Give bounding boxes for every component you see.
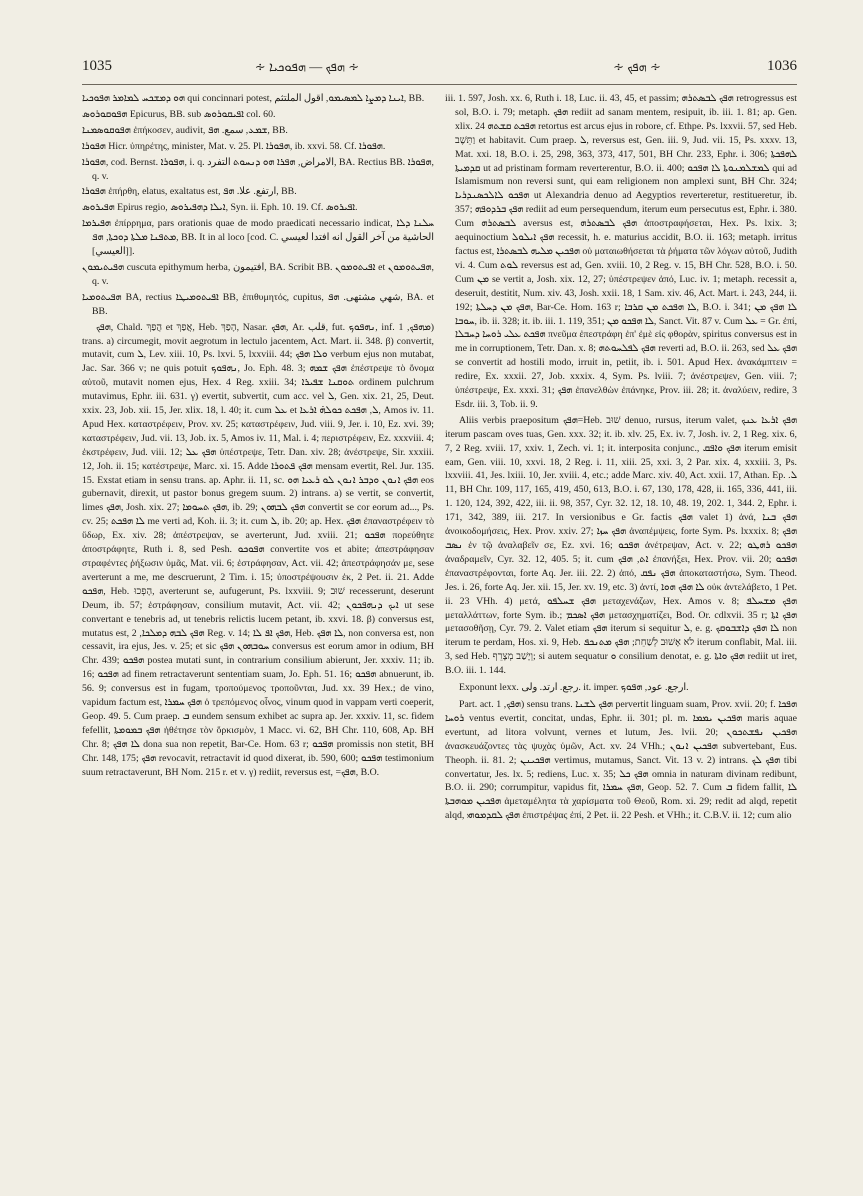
left-running-head: ∻ ܗܦܟ — ܗܦܘܟܝܐ ∻	[254, 59, 360, 74]
entry: ܗܦܘܩܘܣܡܢܐ ἐπήκοσεν, audivit, ܫܡܥ, سمع. ܗܦ, BB.	[82, 124, 288, 136]
entry: ܗܦܝܪܘܣ Epirus regio, ܐܝܠܐ ܕܗܦܝܪܘܣ, Syn. ii. Eph. 10. 19. Cf. ܐܦܝܪܘܣ.	[82, 202, 358, 214]
page-header	[82, 58, 797, 80]
entry: ܗܦܘܪܐ Hicr. ὑπηρέτης, minister, Mat. v. 25. Pl. ܗܦܘܪܐ, ib. xxvi. 58. Cf. ܗܦܘܪܐ.	[82, 140, 386, 152]
entry-paragraph: Part. act. ܗܦܟ, 1) sensu trans. ܗܦܟ ܠܫܢܐ pervertit linguam suam, Prov. xvii. 20; f. ܗܦܟܐ ܪܘܚܐ ventus evertit, concitat, undas, Ephr. ii. 301; pl. m. ܗܦܟܝܢ ܝܡܡܐ maris aquae evertunt, ad litora volvunt, vernes et lutum, Jes. lvii. 20; ܗܦܟܝܢ ܢܦܫܬܟܘܢ ἀνασκευάζοντες τὰς ψυχὰς ὑμῶν, Act. xv. 24 VHh.; ܗܦܟܝܢ ܐܢܘܢ subvertebant, Eus. Theoph. ii. 81. 2; ܗܦܟܝܢܢ vertimus, mutamus, Sanct. Vit. 13 v. 2) intrans. ܗܦܟ ܠܟ tibi convertatur, Jes. lx. 5; rediens, Luc. x. 35; ܗܦܟ ܟܠ omnia in naturam divinam redibunt, B.O. ii. 290; corrumpitur, vapidus fit, ܗܦܟ ܚܡܪܐ, Geop. 52. 7. Cum ܒ fidem fallit, ܠܐ ܗܦܟܝܢ ܡܘܗܒܬܐ ἀμεταμέλητα τὰ χαρίσματα τοῦ Θεοῦ, Rom. xi. 29; redit ad alqd, repetit alqd, ܗܦܟ ܠܩܕܡܘܗܝ ἐπιστρέψας ἐπί, 2 Pet. ii. 22 Pesh. et VHh.; it. C.B.V. ii. 12; cum alio	[445, 698, 797, 822]
entry: ܗܦܘܪܐ ἐπήρθη, elatus, exaltatus est, ارتفع. علا. ܗܦ, BB.	[82, 186, 297, 198]
entry: ܗܦܝܬܘܡܝܐ BA, rectius ܐܦܝܬܘܡܝܛܐ BB, ἐπιθυμητός, cupitus, شهي مشتهى. ܗܦ, BA. et BB.	[82, 291, 434, 317]
entry-paragraph: Exponunt lexx. رجع. ارتد. ولى. it. imper. ارجع. عود, ܗܦܘܟ.	[459, 682, 689, 694]
left-column	[82, 92, 434, 1150]
right-column	[445, 92, 797, 1150]
entry: ܗܦܘܩܘܪܘܣ Epicurus, BB. sub ܐܦܝܩܘܪܘܣ col. 60.	[82, 108, 276, 120]
entry-paragraph: Aliis verbis praepositum ܗܦܟ=Heb. שׁוּב denuo, rursus, iterum valet, ܗܦܟ ܐܪܥܐ ܥܢܟ iterum pascam oves tuas, Gen. xxx. 32; it. ib. xlv. 25, Ex. iv. 7, Josh. iv. 2, 1 Reg. xix. 6, 7, 2 Reg. xviii. 17, xxiv. 1, Zech. vi. 1; it. interposita conjunc., ܗܦܟ ܘܐܦܩ iterum emisit eam, Gen. viii. 10, xxvi. 18, 2 Reg. i. 11, xiii. 25, xxi. 3, 2 Par. xix. 4, xxxiii. 3, Ps. lxxviii. 41, Jes. lxiii. 10, Jer. xviii. 4, etc.; adde Marc. xiv. 40, Act. xxii. 17, Athan. Ep. ܠ. 11, BH Chr. 109, 117, 165, 419, 450, 613, B.O. i. 67, 130, 178, 428, ii. 165, 336, 441, iii. 1. 120, 124, 392, 422, iii. ii. 98, 357, Cyr. 32. 12, 18. 10, 48. 19, 202. 1, 344. 2, Ephr. i. 171, 342, 389, iii. 217. In versionibus e Gr. factis ܗܦܟ valet 1) ἀνά, ܗܦܟ ܒܢܐ ἀνοικοδομήσεις, Hex. Prov. xxiv. 27; ܗܦܟ ܚܙܐ ἀναπέμψεις, forte Sym. Ps. lxxxix. 8; ܗܦܟ ܢܣܒ ἐν τῷ ἀναλαβεῖν σε, Ez. xvi. 16; ܗܦܟܘ ἀνέτρεψαν, Act. v. 22; ܗܦܟܘ ܪܗܛܘ ἀναδραμεῖν, Cyr. 32. 12, 405. 5; it. cum ܐܬ, ܗܦܟ ἐπανήξει, Hex. Prov. vii. 20; ܗܦܟܘ ἐπαναστρέφονται, forte Aq. Jer. iii. 22. 2) ἀπό, ܗܦܟ ܢܦܩ ἀποκαταστήσω, Sym. Theod. Jes. i. 26, forte Aq. Jer. xii. 15, Jer. xv. 19, etc. 3) ἀντί, ܠܐ ܗܦܟ ܗܘܐ οὐκ ἀντελάβετο, 1 Pet. ii. 23 VHh. 4) μετά, ܗܦܟ ܫܚܠܦܘ μεταχενάζων, Hex. Amos v. 8; ܗܦܟ ܡܫܚܠܦ μεταλλάττων, forte Sym. ib.; ܗܦܟ ܐܣܟܡ μετασχηματίζει, Bod. Or. cdlxvii. 35 r; ܗܦܟ ܐܬܐ μετασοθῆσῃ, Cyr. 79. 2. Valet etiam ܗܦܟ iterum si sequitur ܠ, e. g. ܠܐ ܗܦܟ ܕܐܫܒܘܩܟ non iterum te perdam, Hos. xi. 9, Heb. לֹא אָשׁוּב לְשַׁחֵת; ܗܦܟ ܡܬܢܟܦ iterum conflabit, Mal. iii. 3, sed Heb. וְיָשַׁב מְצָרֵף; si autem sequatur ܘ consilium denotat, e. g. ܗܦܟ ܘܐܬܐ rediit ut iret, B.O. iii. 1. 144.	[445, 414, 797, 677]
right-running-head: ∻ ܗܦܟ ∻	[613, 59, 661, 74]
entry: ܗܦܘܪܐ, cod. Bernst. ܗܦܘܪܐ, i. q. الامراض, ܗܦܪܐ ܗܘ ܕܢܚܘܬ التفرد, BA. Rectius BB. ܗܦܘܪܐ, q. v.	[82, 156, 434, 182]
entry: ܗܘ ܕܡܫܟܚ ܠܡܐܡܪ ܗܦܘܟܝܐ qui concinnari potest, ܐܝܢܐ ܕܡܨܐ ܠܡܣܝܡܘ, اقول الملتثم, BB.	[82, 93, 425, 104]
entry: ܗܦܝܪܡܐ ἐπίρρημα, pars orationis quae de modo praedicati necessario indicat, ܚܠܢܐ ܕܠܐ ܡܬܦܢܐ ܡܠܬܐ ܕܘܟܬܐ, ܗܦ, BB. It in al loco [cod. C. الحاشية من آخر القول انه افتدا لعيسي [العيسي]].	[82, 218, 434, 258]
header-rule	[82, 84, 797, 85]
entry-continuation: iii. 1. 597, Josh. xx. 6, Ruth i. 18, Luc. ii. 43, 45, et passim; ܗܦܟ ܠܒܣܬܪܗ retrogressus est sol, B.O. i. 79; metaph. ܗܦܟ rediit ad sanam mentem, resipuit, ib. iii. 1. 81; ap. Gen. xlix. 24 ܗܦܟܬ ܩܫܬܗ retortus est arcus ejus in robore, cf. Ethpe. Ps. lxxvii. 57, sed Heb. וַתֵּשֶׁב et habitavit. Cum praep. ܠ, reversus est, Gen. iii. 9, Jud. vii. 15, Ps. xxxv. 13, Mat. xxi. 18, B.O. i. 25, 298, 363, 373, 417, 501, BH Chr. 233, Ephr. i. 306; ܠܗܦܟܬܐ ܩܕܡܝܬܐ ut ad pristinam formam reverterentur, B.O. ii. 400; ܠܡܫܠܡܢܘܬܐ ܠܐ ܗܦܟܘ qui ad Islamismum non reversi sunt, qui eam religionem non amplexi sunt, BH Chr. 324; ܗܦܟܘ ܠܐܠܟܣܢܕܪܝܐ ut Alexandria denuo ad Aegyptios reverteretur, restitueretur, ib. 357; ܗܦܟ ܒܪܕܘܦܗ rediit ad eum persequendum, iterum eum persecutus est, Ephr. i. 380. Cum ܠܒܣܬܪܗ aversus est, ܗܦܟ ܠܒܣܬܪܗ ἀποστραφήσεται, Hex. Ps. lxix. 3; aequinoctium ܗܦܟ ܐܝܠܘܠ recessit, h. e. maturius accidit, B.O. ii. 163; metaph. irritus factus est, ܗܦܟܝܢ ܡܠܝܗ ܠܒܣܬܪܐ οὐ ματαιωθήσεται τὰ ῥήματα τῶν λόγων αὐτοῦ, Judith vi. 4. Cum ܠܘܬ reversus est ad, Gen. xviii. 10, 2 Reg. v. 15, BH Chr. 528, B.O. i. 50. Cum ܡܢ se vertit a, Josh. xix. 12, 27; ὑπέστρεψεν ἀπό, Luc. iv. 1; metaph. recessit a, deseruit, destitit, Num. xiv. 43, Josh. xxii. 18, 1 Sam. xiv. 46, Act. Mart. i. 243, 244, ii. 192; ܗܦܟ ܡܢ ܕܚܠܬܐ, Bar-Ce. Hom. 163 r; ܠܐ ܗܦܟܬ ܡܢ ܩܪܒܐ, B.O. i. 341; ܠܐ ܗܦܟ ܡܢ ܚܘܒܐ, ib. ii. 328; it. ib. iii. 1. 119, 351; ܠܐ ܗܦܟܘ ܡܢ, Sanct. Vit. 87 v. Cum ܥܠ = Gr. ἐπί, ܗܦܟܬ ܥܠܝ ܪܘܚܐ ܕܚܒܠܐ πνεῦμα ἐπεστράφη ἐπ' ἐμὲ εἰς φθορὰν, spiritus conversus est in me in corruptionem, Tetr. Dan. x. 8; ܗܦܟ ܠܦܠܚܘܬܗ reverti ad, B.O. ii. 263, sed ܗܦܟ ܥܠ se convertit ad hostili modo, irruit in, petiit, ib. i. 501. Apud Hex. ἀνακάμπτειν = redire, Ex. xxxii. 27, Job. xxxix. 4, Sym. Ps. lviii. 7; ἀνέστρεψεν, Gen. viii. 7; ὑπέστρεψε, Ex. xxxi. 31; ܗܦܟ ἐπανελθὼν ἐπάνηκε, Prov. iii. 28; it. ἀναλύειν, redire, 3 Esdr. iii. 3, Tob. ii. 9.	[445, 93, 797, 410]
entry: ܗܦܝܬܝܡܘܢ cuscuta epithymum herba, افتيمون, BA. Scribit BB. ܐܦܝܬܘܡܘܢ et ܗܦܝܬܘܡܘܢ, q. v.	[82, 261, 434, 287]
main-entry-hpk: ܗܦܟ, Chald. הֲפַךְ et אֲפַךְ, Heb. הָפַךְ, Nasar. ܗܦܟ, Ar. قلب, fut. ܢܗܦܘܟ, inf. ܡܗܦܟ, 1) trans. a) circumegit, movit aegrotum in lectulo jacentem, Act. Mart. ii. 348. β) convertit, mutavit, cum ܠ, Lev. xiii. 10, Ps. lxvi. 5, lxxviii. 44; ܘܠܐ ܗܦܟ verbum ejus non mutabat, Jac. Sar. 366 v; ne quis potuit ܢܗܦܘܟ, Jo. Eph. 48. 3; ܗܦܟ ܫܡܗ ἐπέστρεψε τὸ ὄνομα αὐτοῦ, mutavit nomen ejus, Hex. 4 Reg. xxiii. 34; ܬܘܩܢܐ ܫܦܝܪܐ ordinem pulchrum mutavimus, Ephr. iii. 631. γ) evertit, subvertit, cum acc. vel ܠ, Gen. xix. 21, 25, Deut. xxix. 23, Job. xii. 15, Jer. xlix. 18, l. 40; it. cum ܥܠ et ܠ, ܗܦܟܬ ܟܘܠܗ̇ ܐܪܥܐ, Amos iv. 11. Apud Hex. καταστρέφειν, Prov. xv. 25; καταστρέφειν, Jud. viii. 9, Jer. i. 10, Ez. xvi. 39; καταστρέφειν, Jud. vii. 13, Job. ix. 5, Amos iv. 11, Mal. i. 4; περιστρέφειν, Ez. xxxviii. 4; ἐκστρέφειν, Jud. viii. 12; ܗܦܟ ܥܠ ὑπέστρεψε, Tetr. Dan. xiv. 28; ἀνέστρεψε, Sir. xxxiii. 12, Joh. ii. 15; κατέστρεψε, Marc. xi. 15. Adde ܗܦܟ ܦܬܘܪܐ mensam evertit, Rel. Jur. 135. 15. Exstat etiam in sensu trans. ap. Aphr. ii. 11, sc. ܗܦܟ ܐܢܘܢ ܘܕܒܪ ܐܢܘܢ ܠܘ ܪܥܝܐ ܗܘ eos gubernavit, direxit, ut pastor bonus gregem suum. 2) intrans. a) se vertit, se convertit, limes ܗܦܟ, Josh. xix. 27; ܗܦܟ ܬܚܘܡܐ, ib. 29; ܗܦܟ ܠܒܗܘܢ convertit se cor eorum ad..., Ps. cv. 25; ܠܐ ܗܦܟܬ me verti ad, Koh. ii. 3; it. cum ܠ, ib. 20; ap. Hex. ܗܦܟ ἐπαναστρέφειν τὸ ὕδωρ, Ex. xiv. 28; ἀπέστρεψαν, se averterunt, Jud. xviii. 21; ܗܦܟܘ πορεύθητε ἀποστράφητε, Ruth i. 8, sed Pesh. ܗܦܘܟܘ convertite vos et abite; ἀπεστράφησαν στραφέντες ῥήξωσιν ὑμᾶς, Mat. vii. 6; ἐστράφησαν, Act. vii. 42; ἀπεστράφησάν με, sese averterunt a me, me descruerunt, 2 Tim. i. 15; ὑποστρέψουσιν ἐκ, 2 Pet. ii. 21. Adde ܗܦܟܘ, Heb. הָפְכוּ, averterunt se, aufugerunt, Ps. lxxviii. 9; שׁוּב recesserunt, deserunt Deum, ib. 57; ἐστράφησαν, consilium mutavit, Act. vii. 42; ܐܝܟ ܕܢܗܦܟܘܢ ut sese convertant e tenebris ad, ut tenebris relictis lucem petant, ib. xxvi. 18. β) conversus est, mutatus est, ܗܦܟ ܠܒܗ ܕܡܠܟܐ, 2 Reg. v. 14; ܗܦܟ ܐܦ ܠܐ, Heb. ܠܐ ܗܦܟ, non conversa est, non cessavit, ira ejus, Jes. v. 25; et sic ܚܘܒܗܘܢ ܗܦܟ conversus est eorum amor in odium, BH Chr. 439; ܗܦܟܘ postea mutati sunt, in contrarium consilium abierunt, Jer. xxxiv. 11; ib. 16; ܗܦܟܘ ad finem retractaverunt sententiam suam, Jo. Eph. 51. 16; ܗܦܟܘ abnuerunt, ib. 56. 9; conversus est in fugam, τροπούμενος τροποῦνται, Jud. xx. 39 Hex.; de vino, vapidum factum est, ܗܦܟ ܚܡܪܐ ὁ τρεπόμενος οἶνος, vinum quod in vappam verti coeperit, Geop. 49. 5. Cum praep. ܒ eundem sensum exhibet ac supra ap. Jer. xxxiv. 11, sc. fidem fefellit, ܗܦܟ ܒܡܘܡܬܐ ἠθέτησε τὸν ὅρκισμὸν, 1 Macc. vi. 62, BH Chr. 110, 608, Ap. BH Chr. 8; ܠܐ ܗܦܟ dona sua non repetit, Bar-Ce. Hom. 63 r; ܗܦܟܘ promissis non stetit, BH Chr. 148, 175; ܗܦܟ revocavit, retractavit id quod dixerat, ib. 590, 600; ܗܦܟܘ testimonium suum retractaverunt, BH Nom. 215 r. et v. γ) rediit, reversus est, =ܗܦܟ, B.O.	[82, 321, 434, 778]
left-page-number: 1035	[82, 58, 112, 74]
right-page-number: 1036	[767, 58, 797, 74]
